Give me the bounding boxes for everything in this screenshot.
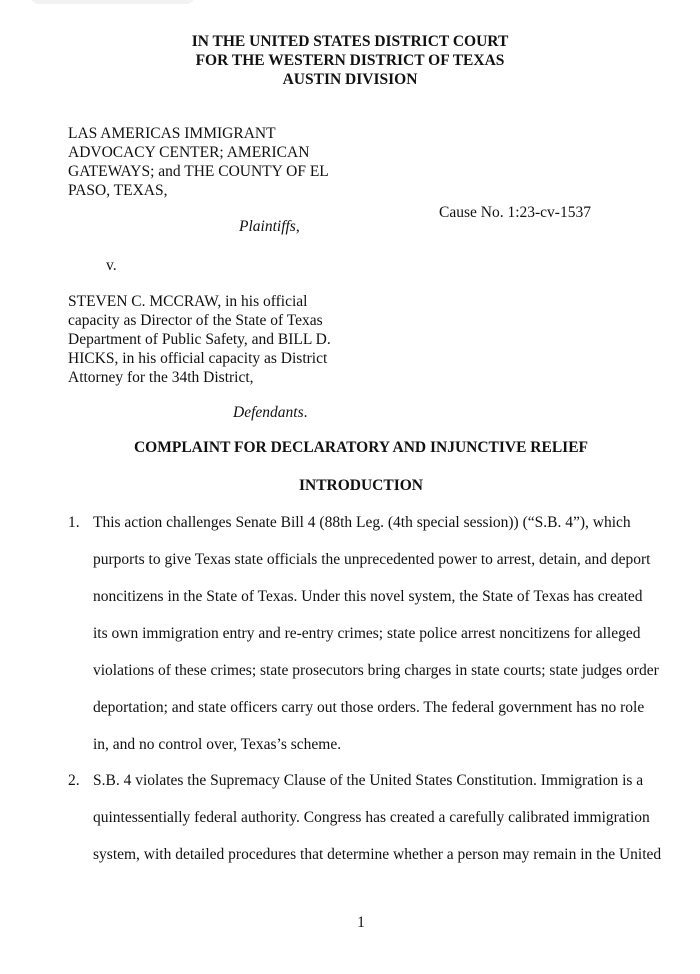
paragraph-line: This action challenges Senate Bill 4 (88th Leg. (4th special session)) (“S.B. 4”), which [93,514,631,531]
plaintiff-line: PASO, TEXAS, [68,182,168,199]
paragraph-number: 1. [68,514,80,531]
paragraph-line: noncitizens in the State of Texas. Under this novel system, the State of Texas has created [93,588,643,605]
defendant-line: capacity as Director of the State of Texas [68,312,323,329]
paragraph-line: violations of these crimes; state prosecutors bring charges in state courts; state judges order [93,662,659,679]
paragraph-line: quintessentially federal authority. Congress has created a carefully calibrated immigration [93,809,650,826]
plaintiffs-names [68,124,329,200]
defendants-label [233,403,307,422]
defendant-line: Department of Public Safety, and BILL D. [68,331,331,348]
court-heading [0,32,700,89]
paragraph-line: system, with detailed procedures that determine whether a person may remain in the United [93,846,662,863]
document-title: COMPLAINT FOR DECLARATORY AND INJUNCTIVE RELIEF [133,439,589,456]
plaintiff-line: ADVOCACY CENTER; AMERICAN [68,144,310,161]
plaintiffs-label-suffix: , [295,218,300,235]
paragraph-number: 2. [68,772,80,789]
paragraph-line: its own immigration entry and re-entry crimes; state police arrest noncitizens for alleged [93,625,641,642]
paragraph-line: S.B. 4 violates the Supremacy Clause of the United States Constitution. Immigration is a [93,772,644,789]
court-division-line: AUSTIN DIVISION [282,71,418,88]
cause-number: Cause No. 1:23-cv-1537 [439,204,591,221]
paragraph-line: deportation; and state officers carry out those orders. The federal government has no role [93,699,645,716]
paragraph-line: in, and no control over, Texas’s scheme. [93,736,342,753]
page-number: 1 [357,914,365,931]
paragraph-line: purports to give Texas state officials the unprecedented power to arrest, detain, and deport [93,551,651,568]
defendant-line: STEVEN C. MCCRAW, in his official [68,293,308,310]
top-tab-edge [30,0,195,4]
versus: v. [106,257,117,274]
court-district-line: FOR THE WESTERN DISTRICT OF TEXAS [195,52,505,69]
plaintiffs-label-text: Plaintiffs [239,218,296,235]
defendant-line: HICKS, in his official capacity as District [68,350,328,367]
defendants-label-suffix: . [303,404,308,421]
plaintiff-line: GATEWAYS; and THE COUNTY OF EL [68,163,329,180]
plaintiff-line: LAS AMERICAS IMMIGRANT [68,125,276,142]
plaintiffs-label [239,217,300,236]
court-name-line: IN THE UNITED STATES DISTRICT COURT [191,33,509,50]
defendant-line: Attorney for the 34th District, [68,369,254,386]
defendants-names [68,292,331,387]
defendants-label-text: Defendants [233,404,304,421]
section-heading: INTRODUCTION [298,477,423,494]
